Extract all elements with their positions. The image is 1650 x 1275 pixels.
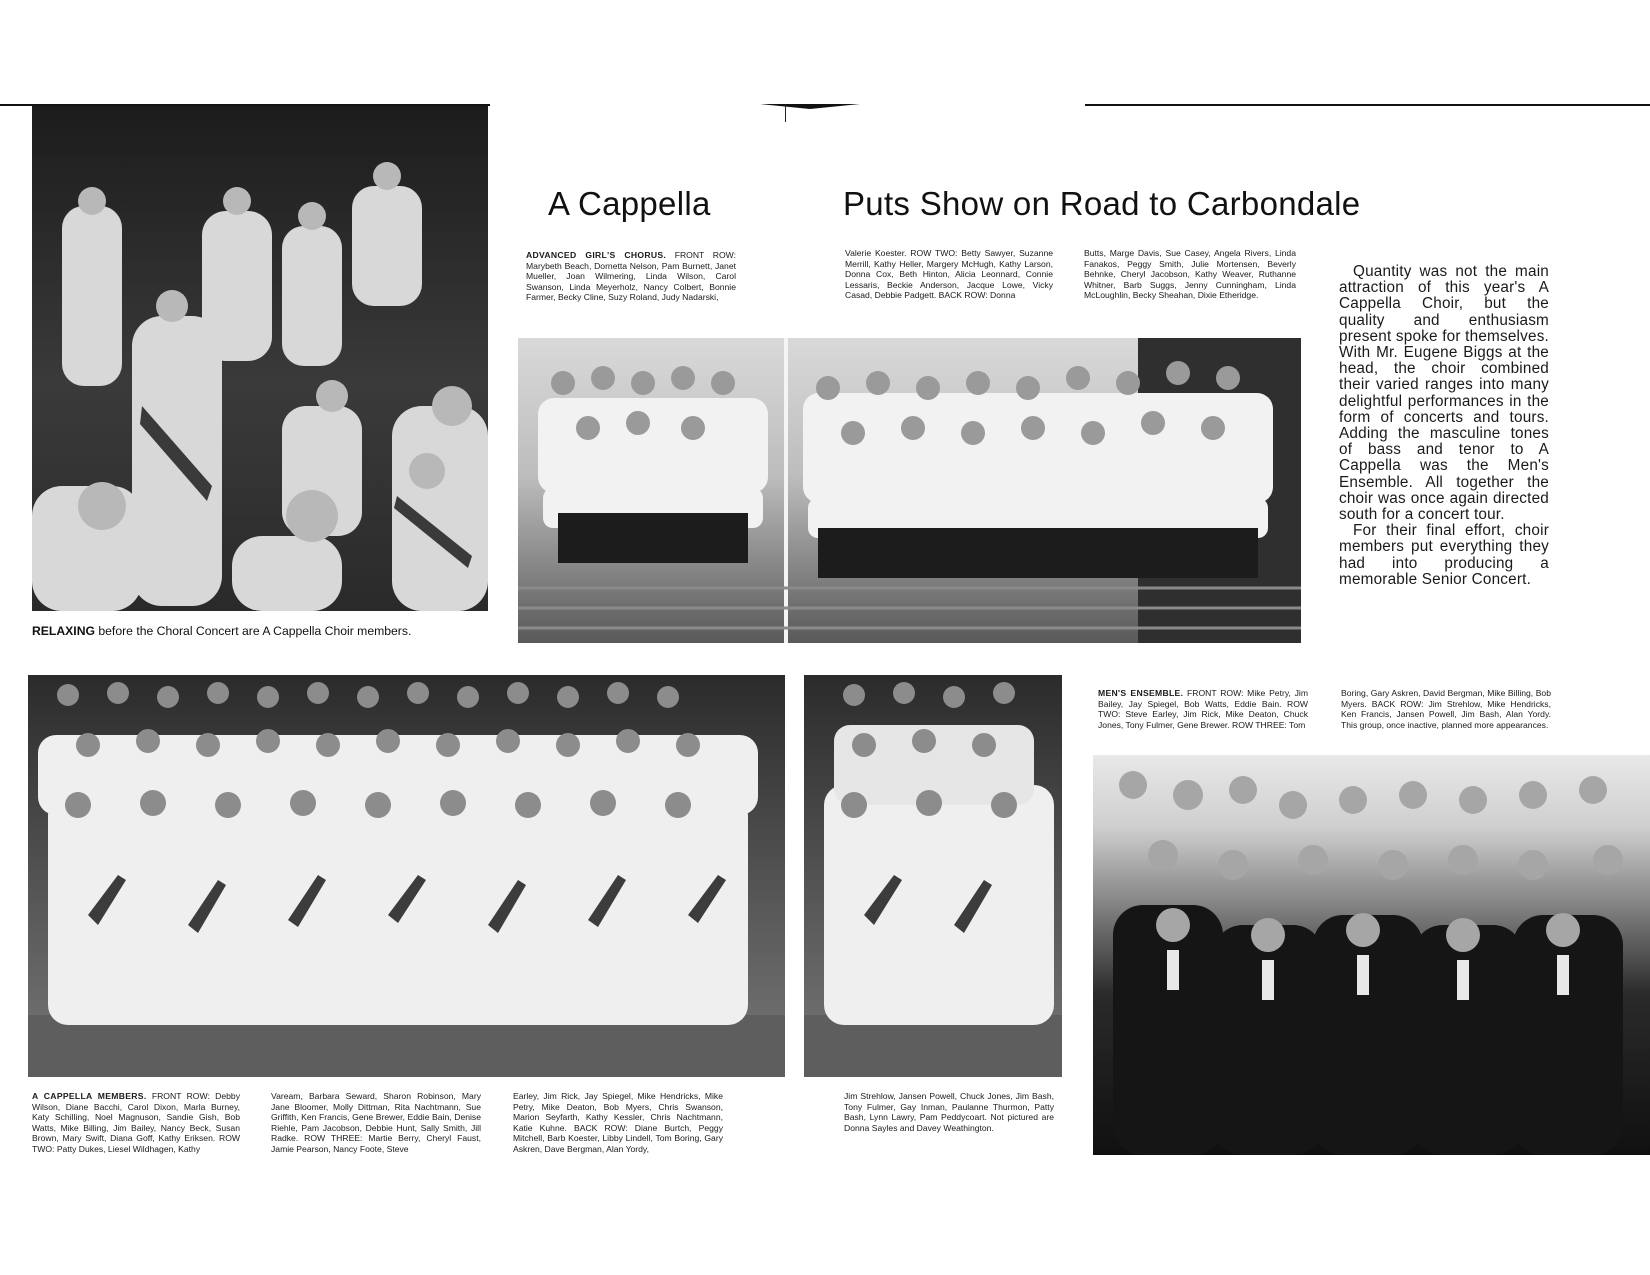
mens-ensemble-caption-lead: MEN'S ENSEMBLE. — [1098, 688, 1184, 698]
girls-chorus-caption-lead: ADVANCED GIRL'S CHORUS. — [526, 250, 667, 260]
girls-chorus-caption-col2: Valerie Koester. ROW TWO: Betty Sawyer, Suzanne Merrill, Kathy Heller, Margery McHugh, Kathy Larson, Donna Cox, Beth Hinton, Alicia Leonnard, Connie Lessaris, Beckie Anderson, Jacque Lowe, Vicky Casad, Debbie Padgett. BACK ROW: Donna — [845, 248, 1053, 301]
story-paragraph-2: For their final effort, choir members put everything they had into producing a memorable Senior Concert. — [1339, 522, 1549, 588]
acappella-caption-col3: Earley, Jim Rick, Jay Spiegel, Mike Hendricks, Mike Petry, Mike Deaton, Bob Myers, Chris Swanson, Marion Seyfarth, Kathy Kessler, Chris Nachtmann, Katie Kuhne. BACK ROW: Diane Burtch, Peggy Mitchell, Barb Koester, Libby Lindell, Tom Boring, Gary Askren, Dave Bergman, Alan Yordy, — [513, 1091, 723, 1154]
acappella-members-photo-art — [28, 675, 785, 1077]
headline-right: Puts Show on Road to Carbondale — [843, 185, 1361, 222]
story-text — [1339, 264, 1549, 588]
top-rule-right — [1085, 104, 1650, 106]
mens-ensemble-photo-art — [1093, 755, 1650, 1155]
acappella-members-photo-right — [804, 675, 1062, 1077]
acappella-caption-text1: FRONT ROW: Debby Wilson, Diane Bacchi, Carol Dixon, Marla Burney, Katy Schilling, Noel Magnuson, Sandie Gish, Bob Watts, Mike Billing, Jim Bailey, Nancy Beck, Susan Brown, Mary Swift, Diana Goff, Kathy Eriksen. ROW TWO: Patty Dukes, Liesel Wildhagen, Kathy — [32, 1091, 240, 1154]
girls-chorus-caption-text1: FRONT ROW: Marybeth Beach, Dornetta Nelson, Pam Burnett, Janet Mueller, Joan Wilmering, Linda Wilson, Carol Swanson, Linda Meyerholz, Nancy Colbert, Bonnie Farmer, Becky Cline, Suzy Roland, Judy Nadarski, — [526, 250, 736, 303]
acappella-members-photo — [28, 675, 785, 1077]
mens-ensemble-caption-text1: FRONT ROW: Mike Petry, Jim Bailey, Jay Spiegel, Bob Watts, Eddie Bain. ROW TWO: Steve Earley, Jim Rick, Mike Deaton, Chuck Jones, Tony Fulmer, Gene Brewer. ROW THREE: Tom — [1098, 688, 1308, 730]
relaxing-caption — [32, 624, 411, 638]
mens-ensemble-caption-col2: Boring, Gary Askren, David Bergman, Mike Billing, Bob Myers. BACK ROW: Jim Strehlow, Mike Hendricks, Ken Francis, Jansen Powell, Jim Bash, Alan Yordy. This group, once inactive, planned more appearances. — [1341, 688, 1551, 730]
acappella-caption-col4: Jim Strehlow, Jansen Powell, Chuck Jones, Jim Bash, Tony Fulmer, Gay Inman, Paulanne Thurmon, Patty Bash, Lynn Lawry, Pam Peddycoart. Not pictured are Donna Sayles and Davey Weathington. — [844, 1091, 1054, 1133]
gutter-notch — [760, 104, 860, 109]
mens-ensemble-caption-col1 — [1098, 688, 1308, 730]
relaxing-photo-art — [32, 106, 488, 611]
acappella-caption-col1 — [32, 1091, 240, 1155]
acappella-caption-col2: Vaream, Barbara Seward, Sharon Robinson, Mary Jane Bloomer, Molly Dittman, Rita Nachtmann, Sue Griffith, Ken Francis, Gene Brewer, Eddie Bain, Denise Riehle, Pam Jacobson, Debbie Hunt, Sally Smith, Jill Radke. ROW THREE: Martie Berry, Cheryl Faust, Jamie Pearson, Nancy Foote, Steve — [271, 1091, 481, 1154]
mens-ensemble-photo — [1093, 755, 1650, 1155]
girls-chorus-caption-col3: Butts, Marge Davis, Sue Casey, Angela Rivers, Linda Fanakos, Peggy Smith, Julie Mortensen, Beverly Behnke, Cheryl Jacobson, Kathy Weaver, Ruthanne Whitner, Barb Suggs, Jenny Cunningham, Linda McLoughlin, Becky Sheahan, Dixie Etheridge. — [1084, 248, 1296, 301]
relaxing-caption-lead: RELAXING — [32, 624, 95, 638]
girls-chorus-caption-col1 — [526, 250, 736, 303]
story-paragraph-1: Quantity was not the main attraction of this year's A Cappella Choir, but the quality and enthusiasm present spoke for themselves. With Mr. Eugene Biggs at the head, the choir combined their varied ranges into many delightful performances in the form of concerts and tours. Adding the masculine tones of bass and tenor to A Cappella was the Men's Ensemble. All together the choir was once again directed south for a concert tour. — [1339, 263, 1549, 524]
page-gutter — [785, 104, 786, 122]
headline-left: A Cappella — [548, 185, 711, 222]
girls-chorus-photo-art — [518, 338, 1301, 643]
acappella-members-photo-right-art — [804, 675, 1062, 1077]
relaxing-photo — [32, 106, 488, 611]
relaxing-caption-text: before the Choral Concert are A Cappella Choir members. — [94, 624, 412, 638]
acappella-caption-lead: A CAPPELLA MEMBERS. — [32, 1091, 147, 1101]
girls-chorus-photo — [518, 338, 1301, 643]
